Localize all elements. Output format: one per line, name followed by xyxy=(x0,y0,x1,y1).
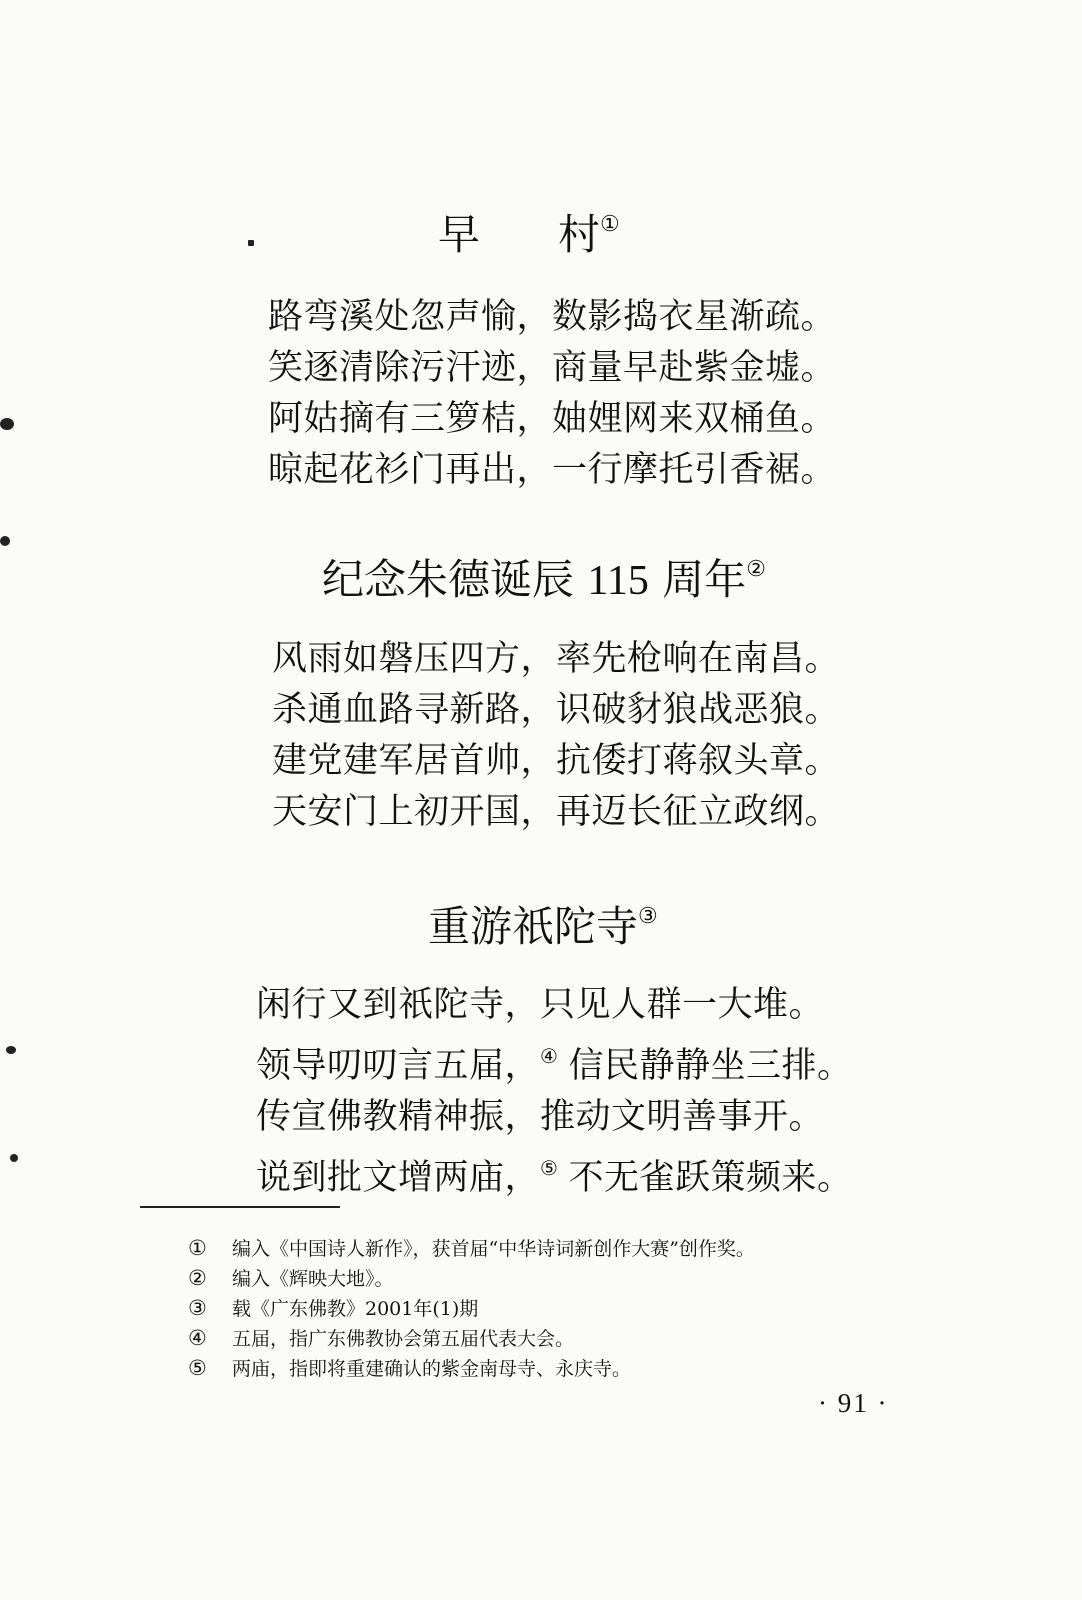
scan-speck xyxy=(6,1046,16,1054)
scan-speck xyxy=(0,418,14,430)
poem-2-note-mark: ② xyxy=(746,557,766,582)
poem-line-note-mark: ⑤ xyxy=(540,1156,559,1180)
poem-2-title xyxy=(322,545,766,606)
poem-2-body xyxy=(272,634,840,838)
poem-line: 天安门上初开国，再迈长征立政纲。 xyxy=(272,792,841,832)
scan-speck xyxy=(0,536,10,546)
poem-line: 闲行又到祇陀寺，只见人群一大堆。 xyxy=(256,985,825,1025)
poem-line: 风雨如磐压四方，率先枪响在南昌。 xyxy=(272,639,841,679)
poem-line-part: 领导叨叨言五届， xyxy=(256,1046,541,1086)
footnote-item xyxy=(188,1294,755,1324)
poem-line-part: 信民静静坐三排。 xyxy=(568,1046,853,1086)
footnotes xyxy=(188,1234,755,1384)
poem-1-note-mark: ① xyxy=(600,212,620,237)
poem-3-body xyxy=(256,980,852,1204)
footnote-mark: ④ xyxy=(188,1326,207,1350)
poem-line: 阿姑摘有三箩桔，妯娌网来双桶鱼。 xyxy=(268,399,837,439)
scan-speck xyxy=(10,1154,18,1162)
poem-line xyxy=(256,1031,852,1092)
footnote-mark: ② xyxy=(188,1266,207,1290)
poem-line: 笑逐清除污汗迹，商量早赴紫金墟。 xyxy=(268,348,837,388)
footnote-text: 两庙，指即将重建确认的紫金南母寺、永庆寺。 xyxy=(232,1358,632,1380)
poem-1-body xyxy=(268,292,836,496)
footnote-text: 载《广东佛教》2001年(1)期 xyxy=(232,1298,479,1320)
poem-line: 路弯溪处忽声愉，数影捣衣星渐疏。 xyxy=(268,297,837,337)
footnote-item xyxy=(188,1324,755,1354)
page-number: · 91 · xyxy=(818,1388,889,1418)
footnote-item xyxy=(188,1234,755,1264)
poem-2-title-number: 115 xyxy=(587,558,649,604)
poem-3-note-mark: ③ xyxy=(638,904,658,929)
footnote-text: 五届，指广东佛教协会第五届代表大会。 xyxy=(232,1328,575,1350)
poem-line xyxy=(256,1143,852,1204)
poem-line: 建党建军居首帅，抗倭打蒋叙头章。 xyxy=(272,741,841,781)
footnote-divider xyxy=(140,1206,340,1208)
poem-2-title-text-b: 周年 xyxy=(662,555,747,604)
poem-1-title xyxy=(438,200,620,260)
footnote-item xyxy=(188,1264,755,1294)
footnote-item xyxy=(188,1354,755,1384)
footnote-text: 编入《中国诗人新作》，获首届“中华诗词新创作大赛”创作奖。 xyxy=(232,1238,755,1260)
poem-2-title-text-a: 纪念朱德诞辰 xyxy=(322,555,575,604)
footnote-mark: ③ xyxy=(188,1296,207,1320)
poem-line: 杀通血路寻新路，识破豺狼战恶狼。 xyxy=(272,690,841,730)
poem-line: 传宣佛教精神振，推动文明善事开。 xyxy=(256,1097,825,1137)
poem-line-part: 说到批文增两庙， xyxy=(256,1158,541,1198)
poem-line: 晾起花衫门再出，一行摩托引香裾。 xyxy=(268,450,837,490)
poem-3-title-text: 重游祇陀寺 xyxy=(428,902,639,951)
poem-1-title-char-1: 早 xyxy=(438,210,481,259)
scan-speck xyxy=(248,240,254,246)
poem-line-part: 不无雀跃策频来。 xyxy=(568,1158,853,1198)
footnote-mark: ⑤ xyxy=(188,1356,207,1380)
poem-line-note-mark: ④ xyxy=(540,1044,559,1068)
poem-1-title-char-2: 村 xyxy=(558,210,601,259)
footnote-text: 编入《辉映大地》。 xyxy=(232,1268,394,1290)
footnote-mark: ① xyxy=(188,1236,207,1260)
poem-3-title xyxy=(428,892,658,952)
